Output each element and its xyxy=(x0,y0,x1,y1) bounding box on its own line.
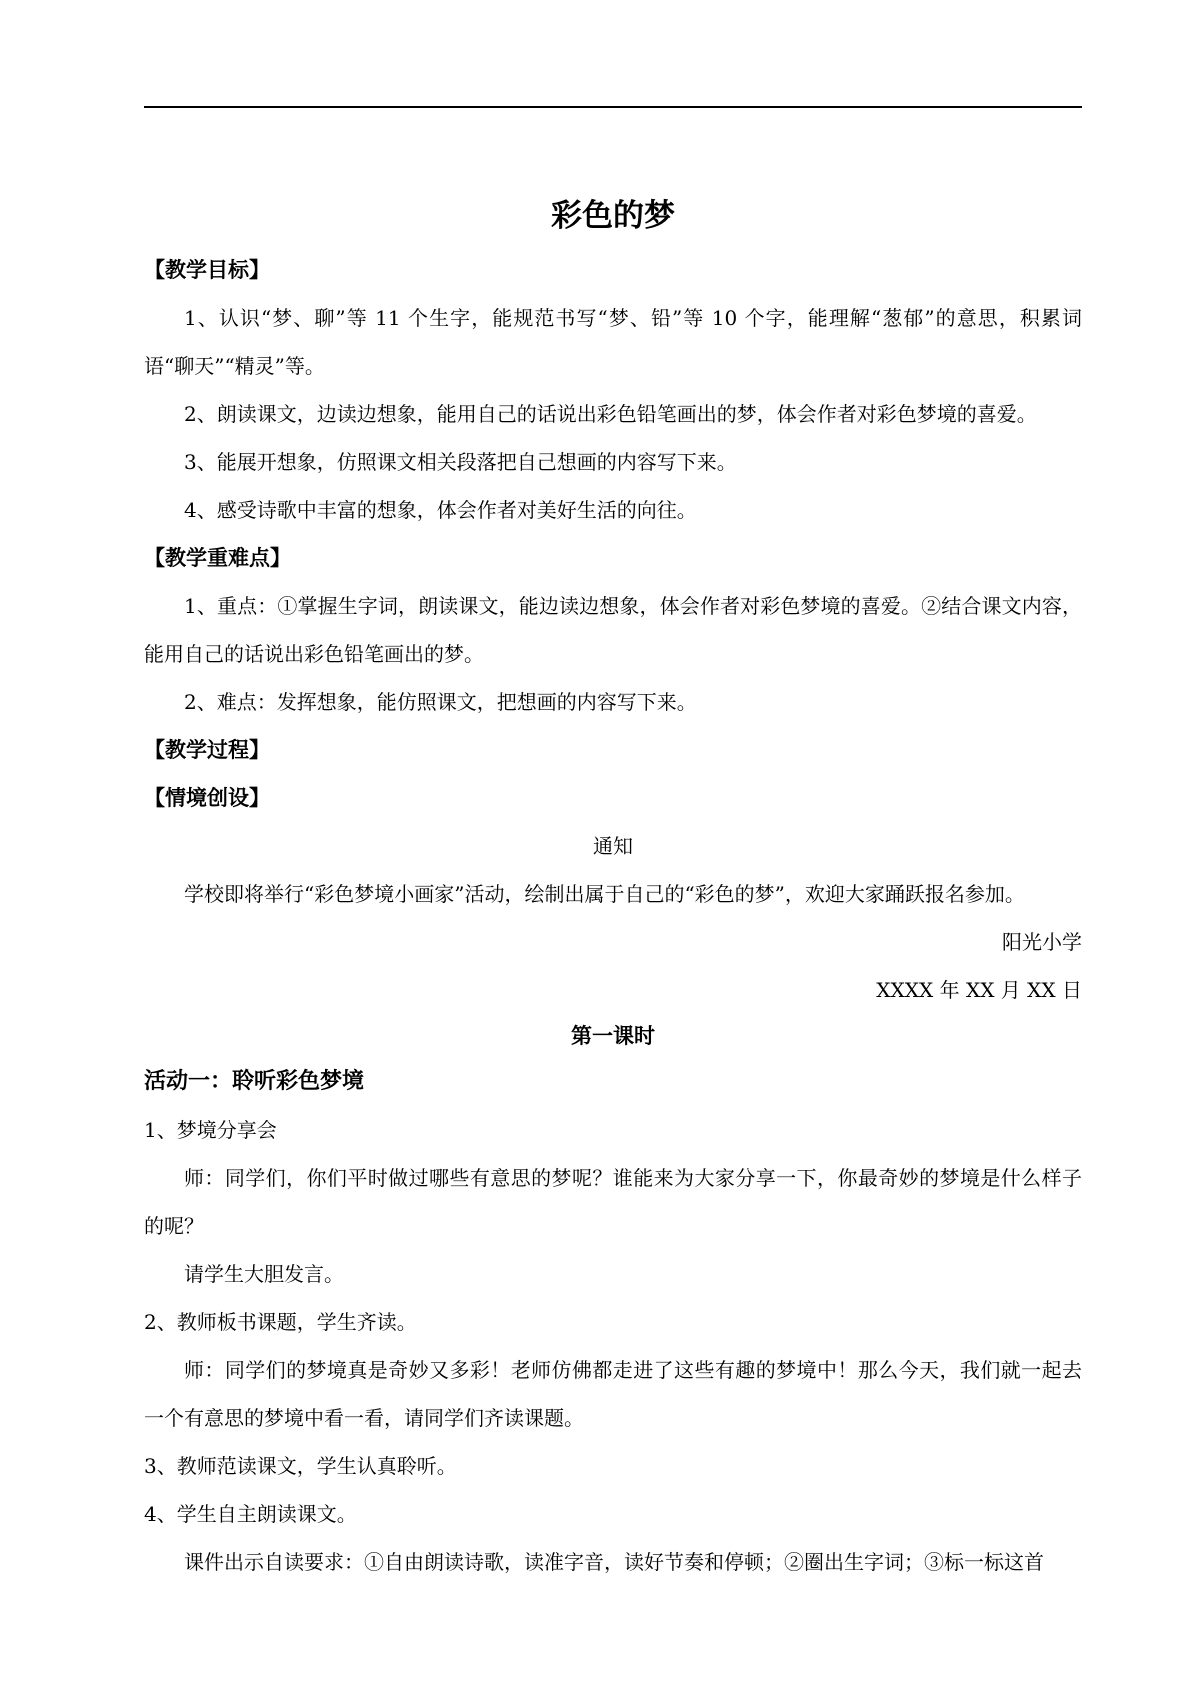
key-point-item: 1、重点：①掌握生字词，朗读课文，能边读边想象，体会作者对彩色梦境的喜爱。②结合课文内容，能用自己的话说出彩色铅笔画出的梦。 xyxy=(144,594,1082,666)
notice-date: XXXX 年 XX 月 XX 日 xyxy=(876,978,1082,1002)
teacher-speech: 师：同学们的梦境真是奇妙又多彩！老师仿佛都走进了这些有趣的梦境中！那么今天，我们就一起去一个有意思的梦境中看一看，请同学们齐读课题。 xyxy=(144,1358,1082,1430)
objective-item: 2、朗读课文，边读边想象，能用自己的话说出彩色铅笔画出的梦，体会作者对彩色梦境的喜爱。 xyxy=(184,402,1037,426)
step-note: 请学生大胆发言。 xyxy=(184,1262,344,1286)
objective-item: 3、能展开想象，仿照课文相关段落把自己想画的内容写下来。 xyxy=(184,450,737,474)
key-points-heading: 【教学重难点】 xyxy=(144,546,291,570)
notice-title: 通知 xyxy=(593,834,633,858)
step-title: 2、教师板书课题，学生齐读。 xyxy=(144,1310,417,1334)
notice-body: 学校即将举行“彩色梦境小画家”活动，绘制出属于自己的“彩色的梦”，欢迎大家踊跃报名参加。 xyxy=(184,882,1025,906)
objective-item: 1、认识“梦、聊”等 11 个生字，能规范书写“梦、铅”等 10 个字，能理解“葱郁”的意思，积累词语“聊天”“精灵”等。 xyxy=(144,306,1082,378)
scenario-heading: 【情境创设】 xyxy=(144,786,270,810)
step-detail: 课件出示自读要求：①自由朗读诗歌，读准字音，读好节奏和停顿；②圈出生字词；③标一标这首 xyxy=(184,1550,1044,1574)
objective-item: 4、感受诗歌中丰富的想象，体会作者对美好生活的向往。 xyxy=(184,498,697,522)
notice-signature: 阳光小学 xyxy=(1002,930,1082,954)
activity-title: 活动一：聆听彩色梦境 xyxy=(144,1069,365,1094)
key-point-item: 2、难点：发挥想象，能仿照课文，把想画的内容写下来。 xyxy=(184,690,697,714)
process-heading: 【教学过程】 xyxy=(144,738,270,762)
step-title: 1、梦境分享会 xyxy=(144,1118,277,1142)
step-title: 3、教师范读课文，学生认真聆听。 xyxy=(144,1454,457,1478)
objectives-heading: 【教学目标】 xyxy=(144,258,270,282)
step-title: 4、学生自主朗读课文。 xyxy=(144,1502,357,1526)
lesson-title: 第一课时 xyxy=(571,1024,655,1048)
header-rule xyxy=(144,106,1082,108)
teacher-speech: 师：同学们，你们平时做过哪些有意思的梦呢？谁能来为大家分享一下，你最奇妙的梦境是什么样子的呢？ xyxy=(144,1166,1082,1238)
document-body xyxy=(144,186,1082,1586)
document-title: 彩色的梦 xyxy=(551,198,675,234)
